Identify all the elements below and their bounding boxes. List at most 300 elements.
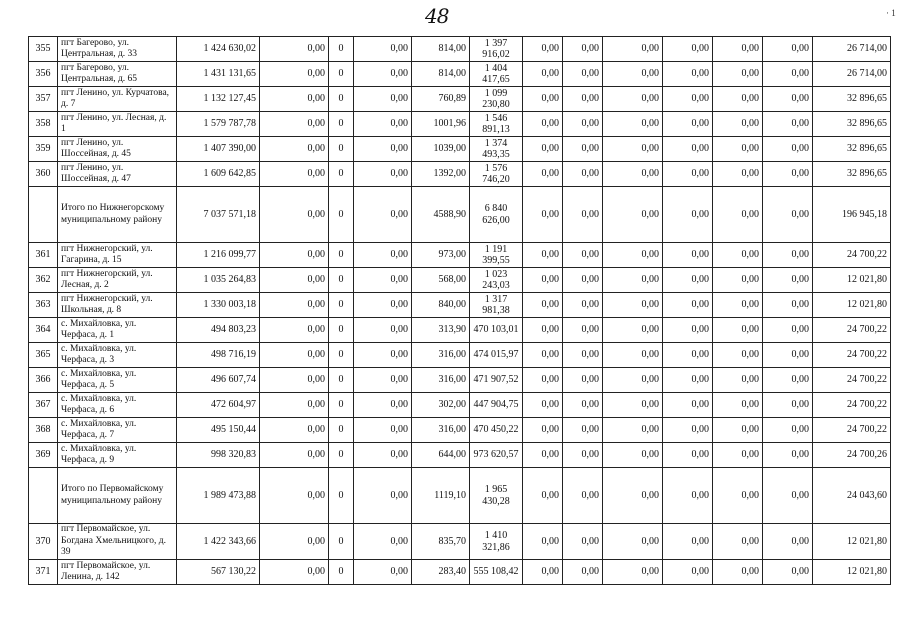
value-cell-c11: 0,00 bbox=[713, 137, 763, 162]
value-cell-c6: 470 103,01 bbox=[470, 318, 523, 343]
table-row bbox=[29, 343, 891, 368]
value-cell-c10: 0,00 bbox=[663, 443, 713, 468]
row-number-cell bbox=[29, 468, 58, 524]
value-cell-c1: 1 609 642,85 bbox=[177, 162, 260, 187]
value-cell-c10: 0,00 bbox=[663, 87, 713, 112]
value-cell-c9: 0,00 bbox=[603, 87, 663, 112]
value-cell-c7: 0,00 bbox=[523, 187, 563, 243]
value-cell-c11: 0,00 bbox=[713, 187, 763, 243]
value-cell-c6: 1 374 493,35 bbox=[470, 137, 523, 162]
value-cell-c13: 32 896,65 bbox=[813, 87, 891, 112]
value-cell-c5: 644,00 bbox=[412, 443, 470, 468]
row-number-cell: 365 bbox=[29, 343, 58, 368]
row-number-cell: 362 bbox=[29, 268, 58, 293]
value-cell-c6: 1 965 430,28 bbox=[470, 468, 523, 524]
value-cell-c4: 0,00 bbox=[354, 62, 412, 87]
value-cell-c12: 0,00 bbox=[763, 62, 813, 87]
value-cell-c12: 0,00 bbox=[763, 268, 813, 293]
value-cell-c5: 835,70 bbox=[412, 524, 470, 560]
value-cell-c6: 6 840 626,00 bbox=[470, 187, 523, 243]
table-row bbox=[29, 162, 891, 187]
value-cell-c5: 814,00 bbox=[412, 62, 470, 87]
value-cell-c12: 0,00 bbox=[763, 137, 813, 162]
value-cell-c3: 0 bbox=[329, 560, 354, 585]
value-cell-c8: 0,00 bbox=[563, 293, 603, 318]
value-cell-c4: 0,00 bbox=[354, 137, 412, 162]
value-cell-c13: 26 714,00 bbox=[813, 37, 891, 62]
table-row bbox=[29, 443, 891, 468]
value-cell-c7: 0,00 bbox=[523, 393, 563, 418]
value-cell-c2: 0,00 bbox=[260, 418, 329, 443]
value-cell-c11: 0,00 bbox=[713, 560, 763, 585]
value-cell-c10: 0,00 bbox=[663, 418, 713, 443]
value-cell-c7: 0,00 bbox=[523, 293, 563, 318]
value-cell-c9: 0,00 bbox=[603, 293, 663, 318]
value-cell-c2: 0,00 bbox=[260, 560, 329, 585]
table-row bbox=[29, 293, 891, 318]
value-cell-c8: 0,00 bbox=[563, 62, 603, 87]
value-cell-c10: 0,00 bbox=[663, 318, 713, 343]
value-cell-c6: 1 023 243,03 bbox=[470, 268, 523, 293]
value-cell-c3: 0 bbox=[329, 468, 354, 524]
value-cell-c7: 0,00 bbox=[523, 343, 563, 368]
value-cell-c9: 0,00 bbox=[603, 468, 663, 524]
table-row bbox=[29, 112, 891, 137]
address-cell: пгт Ленино, ул. Лесная, д. 1 bbox=[58, 112, 177, 137]
value-cell-c4: 0,00 bbox=[354, 87, 412, 112]
value-cell-c6: 1 191 399,55 bbox=[470, 243, 523, 268]
value-cell-c7: 0,00 bbox=[523, 243, 563, 268]
value-cell-c5: 313,90 bbox=[412, 318, 470, 343]
value-cell-c12: 0,00 bbox=[763, 87, 813, 112]
value-cell-c6: 1 576 746,20 bbox=[470, 162, 523, 187]
value-cell-c5: 1039,00 bbox=[412, 137, 470, 162]
value-cell-c4: 0,00 bbox=[354, 318, 412, 343]
address-cell: пгт Ленино, ул. Курчатова, д. 7 bbox=[58, 87, 177, 112]
value-cell-c1: 567 130,22 bbox=[177, 560, 260, 585]
value-cell-c7: 0,00 bbox=[523, 112, 563, 137]
address-cell: с. Михайловка, ул. Черфаса, д. 3 bbox=[58, 343, 177, 368]
value-cell-c13: 24 700,26 bbox=[813, 443, 891, 468]
value-cell-c3: 0 bbox=[329, 393, 354, 418]
value-cell-c2: 0,00 bbox=[260, 368, 329, 393]
value-cell-c7: 0,00 bbox=[523, 418, 563, 443]
value-cell-c12: 0,00 bbox=[763, 112, 813, 137]
value-cell-c4: 0,00 bbox=[354, 37, 412, 62]
value-cell-c5: 1392,00 bbox=[412, 162, 470, 187]
value-cell-c5: 568,00 bbox=[412, 268, 470, 293]
value-cell-c7: 0,00 bbox=[523, 368, 563, 393]
value-cell-c7: 0,00 bbox=[523, 524, 563, 560]
value-cell-c1: 494 803,23 bbox=[177, 318, 260, 343]
value-cell-c10: 0,00 bbox=[663, 187, 713, 243]
value-cell-c5: 283,40 bbox=[412, 560, 470, 585]
value-cell-c10: 0,00 bbox=[663, 137, 713, 162]
value-cell-c9: 0,00 bbox=[603, 137, 663, 162]
value-cell-c5: 302,00 bbox=[412, 393, 470, 418]
value-cell-c6: 470 450,22 bbox=[470, 418, 523, 443]
value-cell-c11: 0,00 bbox=[713, 112, 763, 137]
table-row bbox=[29, 37, 891, 62]
value-cell-c3: 0 bbox=[329, 368, 354, 393]
value-cell-c1: 1 330 003,18 bbox=[177, 293, 260, 318]
value-cell-c13: 12 021,80 bbox=[813, 293, 891, 318]
row-number-cell: 357 bbox=[29, 87, 58, 112]
value-cell-c4: 0,00 bbox=[354, 162, 412, 187]
row-number-cell: 369 bbox=[29, 443, 58, 468]
value-cell-c13: 12 021,80 bbox=[813, 524, 891, 560]
value-cell-c9: 0,00 bbox=[603, 162, 663, 187]
value-cell-c3: 0 bbox=[329, 162, 354, 187]
row-number-cell: 366 bbox=[29, 368, 58, 393]
value-cell-c10: 0,00 bbox=[663, 524, 713, 560]
value-cell-c13: 24 700,22 bbox=[813, 368, 891, 393]
value-cell-c1: 1 216 099,77 bbox=[177, 243, 260, 268]
value-cell-c6: 1 317 981,38 bbox=[470, 293, 523, 318]
value-cell-c10: 0,00 bbox=[663, 243, 713, 268]
row-number-cell: 355 bbox=[29, 37, 58, 62]
value-cell-c4: 0,00 bbox=[354, 468, 412, 524]
value-cell-c13: 24 700,22 bbox=[813, 393, 891, 418]
table-row bbox=[29, 524, 891, 560]
value-cell-c8: 0,00 bbox=[563, 524, 603, 560]
value-cell-c8: 0,00 bbox=[563, 368, 603, 393]
value-cell-c7: 0,00 bbox=[523, 318, 563, 343]
address-cell: Итого по Первомайскому муниципальному району bbox=[58, 468, 177, 524]
value-cell-c2: 0,00 bbox=[260, 87, 329, 112]
value-cell-c4: 0,00 bbox=[354, 443, 412, 468]
value-cell-c6: 555 108,42 bbox=[470, 560, 523, 585]
value-cell-c9: 0,00 bbox=[603, 112, 663, 137]
value-cell-c8: 0,00 bbox=[563, 318, 603, 343]
value-cell-c9: 0,00 bbox=[603, 343, 663, 368]
value-cell-c9: 0,00 bbox=[603, 368, 663, 393]
value-cell-c3: 0 bbox=[329, 37, 354, 62]
value-cell-c8: 0,00 bbox=[563, 112, 603, 137]
value-cell-c12: 0,00 bbox=[763, 560, 813, 585]
value-cell-c3: 0 bbox=[329, 137, 354, 162]
value-cell-c13: 26 714,00 bbox=[813, 62, 891, 87]
value-cell-c6: 447 904,75 bbox=[470, 393, 523, 418]
address-cell: пгт Нижнегорский, ул. Гагарина, д. 15 bbox=[58, 243, 177, 268]
value-cell-c13: 24 700,22 bbox=[813, 318, 891, 343]
value-cell-c4: 0,00 bbox=[354, 268, 412, 293]
value-cell-c8: 0,00 bbox=[563, 343, 603, 368]
table-row bbox=[29, 62, 891, 87]
value-cell-c4: 0,00 bbox=[354, 418, 412, 443]
row-number-cell: 367 bbox=[29, 393, 58, 418]
row-number-cell bbox=[29, 187, 58, 243]
value-cell-c1: 1 407 390,00 bbox=[177, 137, 260, 162]
value-cell-c3: 0 bbox=[329, 87, 354, 112]
value-cell-c2: 0,00 bbox=[260, 524, 329, 560]
table-row bbox=[29, 268, 891, 293]
value-cell-c10: 0,00 bbox=[663, 112, 713, 137]
value-cell-c2: 0,00 bbox=[260, 443, 329, 468]
value-cell-c9: 0,00 bbox=[603, 187, 663, 243]
value-cell-c3: 0 bbox=[329, 318, 354, 343]
value-cell-c6: 471 907,52 bbox=[470, 368, 523, 393]
value-cell-c11: 0,00 bbox=[713, 343, 763, 368]
value-cell-c3: 0 bbox=[329, 268, 354, 293]
table-row bbox=[29, 560, 891, 585]
value-cell-c13: 24 700,22 bbox=[813, 343, 891, 368]
row-number-cell: 356 bbox=[29, 62, 58, 87]
value-cell-c5: 973,00 bbox=[412, 243, 470, 268]
value-cell-c3: 0 bbox=[329, 418, 354, 443]
value-cell-c5: 814,00 bbox=[412, 37, 470, 62]
value-cell-c1: 495 150,44 bbox=[177, 418, 260, 443]
value-cell-c7: 0,00 bbox=[523, 37, 563, 62]
value-cell-c3: 0 bbox=[329, 293, 354, 318]
address-cell: с. Михайловка, ул. Черфаса, д. 6 bbox=[58, 393, 177, 418]
value-cell-c10: 0,00 bbox=[663, 468, 713, 524]
table-row bbox=[29, 418, 891, 443]
value-cell-c12: 0,00 bbox=[763, 318, 813, 343]
value-cell-c7: 0,00 bbox=[523, 268, 563, 293]
value-cell-c10: 0,00 bbox=[663, 393, 713, 418]
value-cell-c5: 316,00 bbox=[412, 343, 470, 368]
value-cell-c6: 1 404 417,65 bbox=[470, 62, 523, 87]
value-cell-c9: 0,00 bbox=[603, 62, 663, 87]
value-cell-c10: 0,00 bbox=[663, 62, 713, 87]
value-cell-c6: 1 397 916,02 bbox=[470, 37, 523, 62]
value-cell-c11: 0,00 bbox=[713, 418, 763, 443]
value-cell-c5: 4588,90 bbox=[412, 187, 470, 243]
value-cell-c3: 0 bbox=[329, 524, 354, 560]
address-cell: с. Михайловка, ул. Черфаса, д. 7 bbox=[58, 418, 177, 443]
value-cell-c10: 0,00 bbox=[663, 343, 713, 368]
value-cell-c8: 0,00 bbox=[563, 268, 603, 293]
value-cell-c12: 0,00 bbox=[763, 368, 813, 393]
value-cell-c8: 0,00 bbox=[563, 187, 603, 243]
value-cell-c1: 1 424 630,02 bbox=[177, 37, 260, 62]
address-cell: с. Михайловка, ул. Черфаса, д. 5 bbox=[58, 368, 177, 393]
value-cell-c2: 0,00 bbox=[260, 468, 329, 524]
value-cell-c11: 0,00 bbox=[713, 243, 763, 268]
value-cell-c4: 0,00 bbox=[354, 112, 412, 137]
corner-mark: · 1 bbox=[886, 8, 896, 18]
value-cell-c4: 0,00 bbox=[354, 368, 412, 393]
value-cell-c8: 0,00 bbox=[563, 87, 603, 112]
value-cell-c12: 0,00 bbox=[763, 37, 813, 62]
value-cell-c13: 32 896,65 bbox=[813, 137, 891, 162]
value-cell-c11: 0,00 bbox=[713, 318, 763, 343]
value-cell-c2: 0,00 bbox=[260, 112, 329, 137]
value-cell-c2: 0,00 bbox=[260, 162, 329, 187]
value-cell-c13: 12 021,80 bbox=[813, 560, 891, 585]
value-cell-c12: 0,00 bbox=[763, 468, 813, 524]
value-cell-c13: 32 896,65 bbox=[813, 162, 891, 187]
value-cell-c8: 0,00 bbox=[563, 162, 603, 187]
value-cell-c5: 1001,96 bbox=[412, 112, 470, 137]
value-cell-c10: 0,00 bbox=[663, 37, 713, 62]
row-number-cell: 359 bbox=[29, 137, 58, 162]
value-cell-c9: 0,00 bbox=[603, 243, 663, 268]
value-cell-c8: 0,00 bbox=[563, 418, 603, 443]
value-cell-c9: 0,00 bbox=[603, 560, 663, 585]
address-cell: пгт Багерово, ул. Центральная, д. 65 bbox=[58, 62, 177, 87]
value-cell-c9: 0,00 bbox=[603, 37, 663, 62]
value-cell-c3: 0 bbox=[329, 112, 354, 137]
value-cell-c11: 0,00 bbox=[713, 443, 763, 468]
row-number-cell: 363 bbox=[29, 293, 58, 318]
value-cell-c2: 0,00 bbox=[260, 37, 329, 62]
address-cell: пгт Багерово, ул. Центральная, д. 33 bbox=[58, 37, 177, 62]
value-cell-c1: 1 579 787,78 bbox=[177, 112, 260, 137]
table-row bbox=[29, 87, 891, 112]
value-cell-c4: 0,00 bbox=[354, 293, 412, 318]
value-cell-c1: 1 431 131,65 bbox=[177, 62, 260, 87]
value-cell-c3: 0 bbox=[329, 343, 354, 368]
value-cell-c11: 0,00 bbox=[713, 293, 763, 318]
page-number: 48 bbox=[425, 4, 449, 28]
value-cell-c11: 0,00 bbox=[713, 393, 763, 418]
value-cell-c4: 0,00 bbox=[354, 560, 412, 585]
value-cell-c12: 0,00 bbox=[763, 293, 813, 318]
value-cell-c8: 0,00 bbox=[563, 443, 603, 468]
value-cell-c6: 474 015,97 bbox=[470, 343, 523, 368]
table-row bbox=[29, 243, 891, 268]
value-cell-c1: 496 607,74 bbox=[177, 368, 260, 393]
value-cell-c3: 0 bbox=[329, 443, 354, 468]
value-cell-c7: 0,00 bbox=[523, 87, 563, 112]
value-cell-c6: 1 410 321,86 bbox=[470, 524, 523, 560]
value-cell-c8: 0,00 bbox=[563, 37, 603, 62]
value-cell-c12: 0,00 bbox=[763, 418, 813, 443]
value-cell-c11: 0,00 bbox=[713, 37, 763, 62]
address-cell: пгт Первомайское, ул. Богдана Хмельницкого, д. 39 bbox=[58, 524, 177, 560]
value-cell-c1: 1 422 343,66 bbox=[177, 524, 260, 560]
value-cell-c6: 973 620,57 bbox=[470, 443, 523, 468]
value-cell-c4: 0,00 bbox=[354, 343, 412, 368]
value-cell-c10: 0,00 bbox=[663, 293, 713, 318]
value-cell-c12: 0,00 bbox=[763, 443, 813, 468]
value-cell-c4: 0,00 bbox=[354, 243, 412, 268]
value-cell-c8: 0,00 bbox=[563, 560, 603, 585]
address-cell: пгт Первомайское, ул. Ленина, д. 142 bbox=[58, 560, 177, 585]
value-cell-c9: 0,00 bbox=[603, 443, 663, 468]
value-cell-c9: 0,00 bbox=[603, 318, 663, 343]
value-cell-c8: 0,00 bbox=[563, 468, 603, 524]
row-number-cell: 368 bbox=[29, 418, 58, 443]
address-cell: пгт Нижнегорский, ул. Лесная, д. 2 bbox=[58, 268, 177, 293]
row-number-cell: 361 bbox=[29, 243, 58, 268]
value-cell-c2: 0,00 bbox=[260, 137, 329, 162]
value-cell-c3: 0 bbox=[329, 187, 354, 243]
value-cell-c2: 0,00 bbox=[260, 187, 329, 243]
value-cell-c7: 0,00 bbox=[523, 137, 563, 162]
value-cell-c12: 0,00 bbox=[763, 393, 813, 418]
value-cell-c10: 0,00 bbox=[663, 268, 713, 293]
value-cell-c12: 0,00 bbox=[763, 243, 813, 268]
value-cell-c13: 32 896,65 bbox=[813, 112, 891, 137]
value-cell-c5: 840,00 bbox=[412, 293, 470, 318]
value-cell-c1: 472 604,97 bbox=[177, 393, 260, 418]
value-cell-c7: 0,00 bbox=[523, 468, 563, 524]
value-cell-c2: 0,00 bbox=[260, 393, 329, 418]
value-cell-c7: 0,00 bbox=[523, 560, 563, 585]
table-row bbox=[29, 368, 891, 393]
value-cell-c11: 0,00 bbox=[713, 87, 763, 112]
value-cell-c7: 0,00 bbox=[523, 162, 563, 187]
district-total-row bbox=[29, 468, 891, 524]
value-cell-c10: 0,00 bbox=[663, 368, 713, 393]
value-cell-c13: 24 700,22 bbox=[813, 418, 891, 443]
value-cell-c10: 0,00 bbox=[663, 560, 713, 585]
value-cell-c2: 0,00 bbox=[260, 343, 329, 368]
value-cell-c7: 0,00 bbox=[523, 443, 563, 468]
table-row bbox=[29, 137, 891, 162]
row-number-cell: 358 bbox=[29, 112, 58, 137]
row-number-cell: 370 bbox=[29, 524, 58, 560]
value-cell-c4: 0,00 bbox=[354, 187, 412, 243]
table-row bbox=[29, 318, 891, 343]
value-cell-c6: 1 546 891,13 bbox=[470, 112, 523, 137]
value-cell-c5: 316,00 bbox=[412, 368, 470, 393]
address-cell: пгт Нижнегорский, ул. Школьная, д. 8 bbox=[58, 293, 177, 318]
value-cell-c11: 0,00 bbox=[713, 162, 763, 187]
register-table bbox=[28, 36, 891, 585]
value-cell-c13: 24 043,60 bbox=[813, 468, 891, 524]
address-cell: Итого по Нижнегорскому муниципальному району bbox=[58, 187, 177, 243]
value-cell-c1: 1 035 264,83 bbox=[177, 268, 260, 293]
value-cell-c8: 0,00 bbox=[563, 393, 603, 418]
value-cell-c12: 0,00 bbox=[763, 524, 813, 560]
value-cell-c1: 1 132 127,45 bbox=[177, 87, 260, 112]
value-cell-c5: 1119,10 bbox=[412, 468, 470, 524]
address-cell: с. Михайловка, ул. Черфаса, д. 9 bbox=[58, 443, 177, 468]
value-cell-c9: 0,00 bbox=[603, 524, 663, 560]
value-cell-c2: 0,00 bbox=[260, 318, 329, 343]
address-cell: пгт Ленино, ул. Шоссейная, д. 47 bbox=[58, 162, 177, 187]
value-cell-c7: 0,00 bbox=[523, 62, 563, 87]
value-cell-c5: 760,89 bbox=[412, 87, 470, 112]
value-cell-c2: 0,00 bbox=[260, 243, 329, 268]
table-row bbox=[29, 393, 891, 418]
value-cell-c1: 998 320,83 bbox=[177, 443, 260, 468]
row-number-cell: 371 bbox=[29, 560, 58, 585]
address-cell: пгт Ленино, ул. Шоссейная, д. 45 bbox=[58, 137, 177, 162]
value-cell-c11: 0,00 bbox=[713, 524, 763, 560]
row-number-cell: 360 bbox=[29, 162, 58, 187]
value-cell-c12: 0,00 bbox=[763, 343, 813, 368]
value-cell-c6: 1 099 230,80 bbox=[470, 87, 523, 112]
value-cell-c3: 0 bbox=[329, 62, 354, 87]
value-cell-c9: 0,00 bbox=[603, 393, 663, 418]
value-cell-c13: 196 945,18 bbox=[813, 187, 891, 243]
value-cell-c11: 0,00 bbox=[713, 62, 763, 87]
value-cell-c10: 0,00 bbox=[663, 162, 713, 187]
value-cell-c1: 498 716,19 bbox=[177, 343, 260, 368]
value-cell-c11: 0,00 bbox=[713, 468, 763, 524]
value-cell-c11: 0,00 bbox=[713, 268, 763, 293]
value-cell-c12: 0,00 bbox=[763, 187, 813, 243]
value-cell-c9: 0,00 bbox=[603, 268, 663, 293]
district-total-row bbox=[29, 187, 891, 243]
value-cell-c4: 0,00 bbox=[354, 393, 412, 418]
value-cell-c1: 7 037 571,18 bbox=[177, 187, 260, 243]
value-cell-c3: 0 bbox=[329, 243, 354, 268]
value-cell-c13: 12 021,80 bbox=[813, 268, 891, 293]
value-cell-c1: 1 989 473,88 bbox=[177, 468, 260, 524]
value-cell-c2: 0,00 bbox=[260, 268, 329, 293]
row-number-cell: 364 bbox=[29, 318, 58, 343]
value-cell-c2: 0,00 bbox=[260, 62, 329, 87]
value-cell-c2: 0,00 bbox=[260, 293, 329, 318]
value-cell-c13: 24 700,22 bbox=[813, 243, 891, 268]
value-cell-c8: 0,00 bbox=[563, 243, 603, 268]
